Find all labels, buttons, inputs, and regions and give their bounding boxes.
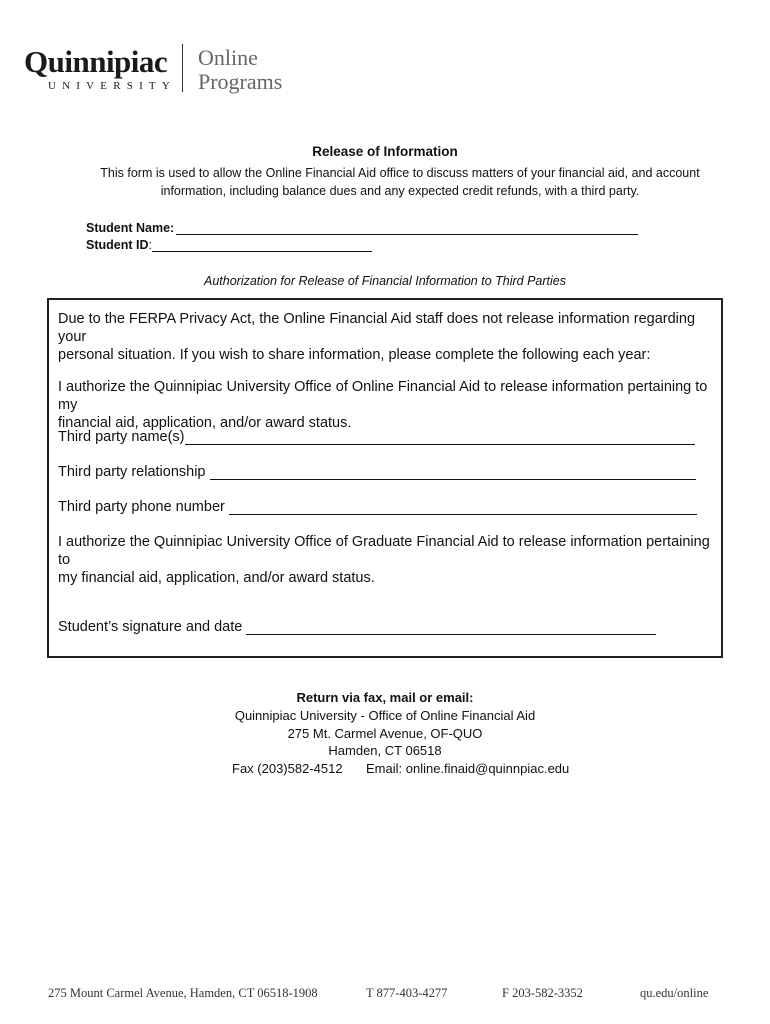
student-id-colon: : [148,238,152,252]
form-intro [80,164,720,200]
third-party-relationship-row [58,463,696,480]
student-name-label: Student Name: [86,221,175,235]
logo-programs-text: Programs [198,69,283,94]
grad-auth-line-2: my financial aid, application, and/or award status. [58,570,375,586]
graduate-authorization [58,533,714,587]
logo-divider [182,44,183,92]
third-party-relationship-label: Third party relationship [58,464,206,480]
form-title: Release of Information [312,144,458,159]
third-party-name-label: Third party name(s) [58,429,185,445]
student-name-field[interactable] [176,220,638,235]
signature-label: Student’s signature and date [58,619,243,635]
ferpa-notice [58,310,714,364]
signature-field[interactable] [246,618,656,635]
footer-address: 275 Mount Carmel Avenue, Hamden, CT 06518-1908 [48,986,318,1000]
third-party-phone-field[interactable] [229,498,697,515]
third-party-name-row [58,428,695,445]
footer-phone: T 877-403-4277 [366,986,448,1000]
ferpa-line-2: personal situation. If you wish to share information, please complete the following each year: [58,347,651,363]
footer-web: qu.edu/online [640,986,709,1000]
return-title: Return via fax, mail or email: [296,690,474,705]
grad-auth-line-1: I authorize the Quinnipiac University Office of Graduate Financial Aid to release information pertaining to [58,534,710,568]
student-id-row [86,237,372,252]
return-office: Quinnipiac University - Office of Online Financial Aid [234,708,536,723]
third-party-phone-row [58,498,697,515]
student-name-row [86,220,638,235]
third-party-relationship-field[interactable] [210,463,696,480]
intro-line-2: information, including balance dues and any expected credit refunds, with a third party. [160,184,640,198]
student-id-field[interactable] [152,237,372,252]
return-fax: Fax (203)582-4512 [232,761,343,776]
authorization-title: Authorization for Release of Financial Information to Third Parties [204,274,566,288]
logo-university: UNIVERSITY [48,80,176,92]
ferpa-line-1: Due to the FERPA Privacy Act, the Online Financial Aid staff does not release information regarding your [58,311,696,345]
logo-online-programs [198,46,282,94]
return-street: 275 Mt. Carmel Avenue, OF-QUO [287,726,483,741]
return-city: Hamden, CT 06518 [328,743,442,758]
third-party-name-field[interactable] [185,428,695,445]
logo-online-text: Online [198,45,258,70]
logo-wordmark: Quinnipiac [24,44,168,79]
return-email: Email: online.finaid@quinnpiac.edu [366,761,570,776]
signature-row [58,618,656,635]
intro-line-1: This form is used to allow the Online Financial Aid office to discuss matters of your financial aid, and account [100,166,700,180]
third-party-phone-label: Third party phone number [58,499,225,515]
online-auth-line-1: I authorize the Quinnipiac University Office of Online Financial Aid to release information pertaining to my [58,379,708,413]
footer-fax: F 203-582-3352 [502,986,583,1000]
online-authorization [58,378,714,432]
student-id-label: Student ID [86,238,149,252]
online-auth-line-2: financial aid, application, and/or award status. [58,415,352,431]
